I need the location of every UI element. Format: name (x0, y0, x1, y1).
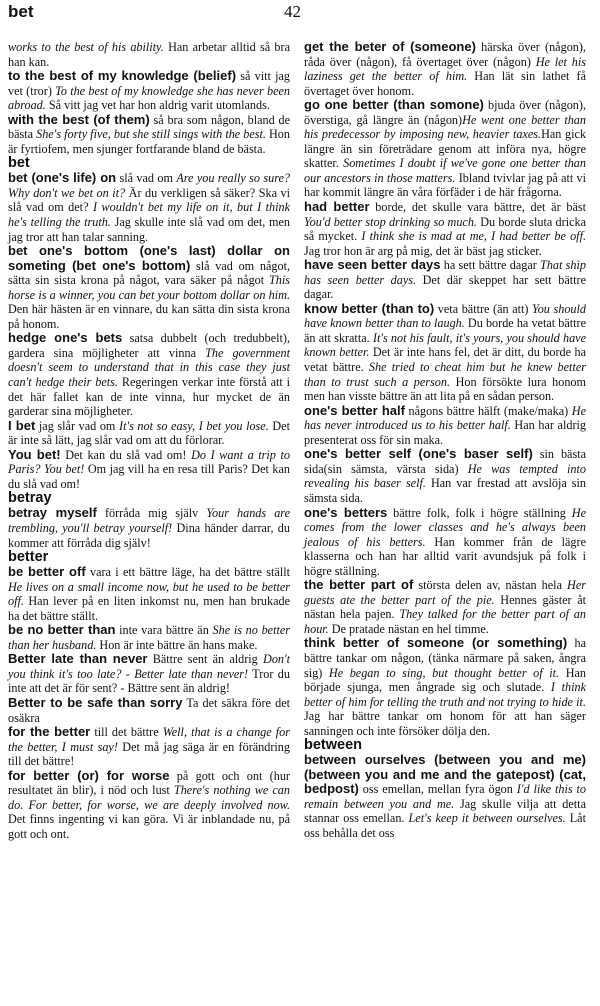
translation-gloss: ha sett bättre dagar (440, 258, 541, 273)
example-translation: Är du verkligen så säker? Ska vi slå vad om det? (8, 185, 290, 215)
translation-gloss: oss emellan, mellan fyra ögon (358, 782, 517, 797)
idiom: between ourselves (between you and me) (between you and me and the gatepost) (cat, bedpost) (304, 752, 586, 797)
translation-gloss: Det kan du slå vad om! (60, 447, 192, 462)
dictionary-entry (8, 623, 290, 652)
translation-gloss: inte vara bättre än (115, 623, 213, 638)
example-sentence: Your hands are trembling, you'll betray yourself! (8, 506, 290, 535)
dictionary-entry (304, 753, 586, 840)
example-translation: Hennes gäster åt nästan hela pajen. (304, 592, 586, 622)
dictionary-entry (304, 578, 586, 636)
translation-gloss: ha bättre tankar om någon, (tänka närmare på saken, ångra sig) (304, 636, 586, 680)
example-translation: Han lät sin lathet få övertaget över honom. (304, 69, 586, 98)
example-sentence: Are you really so sure? Why don't we bet on it? (8, 171, 291, 200)
example-sentence: He has never introduced us to his better half. (304, 403, 586, 433)
dictionary-entry (304, 40, 586, 98)
headword: between (304, 737, 363, 754)
idiom: betray myself (8, 505, 97, 521)
example-translation: Du borde ha vetat bättre än att skratta. (304, 316, 586, 345)
idiom: Better late than never (8, 651, 148, 667)
example-sentence: It's not so easy, I bet you lose. (119, 418, 269, 433)
example-translation: Så vitt jag vet har hon aldrig varit utomlands. (45, 98, 270, 113)
right-column (304, 40, 586, 841)
example-sentence: You should have known better than to laugh. (304, 301, 586, 331)
example-sentence: Sometimes I doubt if we've gone one better than our ancestors in those matters. (304, 156, 586, 185)
dictionary-entry (8, 331, 290, 418)
translation-gloss: bjuda över (någon), överstiga, gå längre än (någon) (304, 98, 586, 127)
example-translation: Tror du inte att det är för sent? - Bättre sent än aldrig! (8, 666, 290, 696)
example-sentence: Do I want a trip to Paris? You bet! (8, 447, 290, 477)
example-translation: Han lever på en liten inkomst nu, men han brukade ha det bättre ställt. (8, 594, 290, 623)
idiom: know better (than to) (304, 300, 435, 316)
example-sentence: Her guests ate the better part of the pie. (304, 578, 586, 607)
page-number: 42 (284, 2, 301, 21)
translation-gloss: sin bästa sida(sin sämsta, värsta sida) (304, 447, 586, 476)
idiom: go one better (than somone) (304, 97, 484, 113)
idiom: be better off (8, 564, 86, 580)
translation-gloss: vara i ett bättre läge, ha det bättre ställt (85, 565, 290, 580)
example-sentence: works to the best of his ability. (8, 40, 164, 54)
idiom: with the best (of them) (8, 111, 150, 127)
example-translation: Hon försökte lura honom men han visste bättre än att lita på en sådan person. (304, 374, 586, 404)
example-sentence: He lives on a small income now, but he used to be better off. (8, 579, 290, 609)
dictionary-entry (304, 404, 586, 448)
dictionary-entry (304, 200, 586, 258)
idiom: one's better half (304, 402, 405, 418)
example-translation: Han arbetar alltid så bra han kan. (8, 40, 290, 69)
translation-gloss: någons bättre hälft (make/maka) (404, 403, 572, 418)
idiom: had better (304, 199, 370, 215)
translation-gloss: så vitt jag vet (tror) (8, 69, 290, 98)
example-sentence: He let his laziness get the better of him. (304, 54, 586, 84)
idiom: to the best of my knowledge (belief) (8, 68, 237, 84)
headword: better (8, 549, 49, 566)
translation-gloss: satsa dubbelt (och tredubbelt), gardera sina möjligheter att vinna (8, 331, 291, 360)
example-translation: Hon är inte bättre än hans make. (96, 637, 258, 652)
translation-gloss: härska över (någon), råda över (någon), få övertaget över (någon) (304, 40, 586, 69)
example-sentence: He comes from the lower classes and he's always been jealous of his betters. (304, 505, 586, 549)
dictionary-entry (8, 696, 290, 725)
example-sentence: You'd better stop drinking so much. (304, 214, 477, 229)
example-sentence: He went one better than his predecessor by imposing new, heavier taxes. (304, 112, 586, 142)
example-translation: Låt oss behålla det oss (304, 811, 586, 840)
idiom: I bet (8, 417, 36, 433)
idiom: be no better than (8, 622, 116, 638)
example-sentence: This horse is a winner, you can bet your bottom dollar on him. (8, 273, 290, 302)
example-sentence: She tried to cheat him but he knew better than to trust such a person. (304, 360, 586, 389)
example-sentence: There's nothing we can do. For better, for worse, we are deeply involved now. (8, 783, 290, 812)
idiom: get the beter of (someone) (304, 39, 476, 54)
example-sentence: That ship has seen better days. (304, 258, 586, 287)
example-translation: Han gick längre än sin företrädare genom att införa nya, högre skatter. (304, 127, 586, 171)
translation-gloss: Bättre sent än aldrig (147, 652, 264, 667)
example-translation: Dina händer darrar, du kommer att förråda dig själv! (8, 520, 290, 550)
translation-gloss: veta bättre (än att) (434, 301, 533, 316)
example-translation: Jag skulle vilja att detta stannar oss emellan. (304, 796, 586, 826)
idiom: think better of someone (or something) (304, 635, 568, 651)
dictionary-entry (8, 113, 290, 157)
example-translation: Det där skeppet har sett bättre dagar. (304, 272, 586, 302)
example-translation: Ibland tvivlar jag på att vi har kommit längre än våra förfäder i de här frågorna. (304, 170, 586, 200)
dictionary-entry (8, 419, 290, 448)
guideword: bet (8, 2, 34, 21)
translation-gloss: jag slår vad om (35, 418, 120, 433)
dictionary-entry (8, 244, 290, 331)
idiom: the better part of (304, 577, 414, 593)
dictionary-entry (304, 258, 586, 302)
dictionary-entry (8, 69, 290, 113)
idiom: bet one's bottom (one's last) dollar on someting (bet one's bottom) (8, 243, 290, 273)
example-translation: Jag skulle inte slå vad om det, men jag tror att han talar sanning. (8, 215, 290, 244)
dictionary-entry (8, 565, 290, 623)
example-translation: Han var frestad att avslöja sin sämsta sida. (304, 476, 586, 505)
example-sentence: I wouldn't bet my life on it, but I think he's telling the truth. (8, 200, 290, 230)
idiom: bet (one's life) on (8, 170, 117, 186)
example-translation: Han började sjunga, men ångrade sig och slutade. (304, 665, 586, 695)
example-sentence: It's not his fault, it's yours, you should have known better. (304, 330, 587, 360)
idiom: You bet! (8, 446, 61, 462)
translation-gloss: på gott och ont (hur resultatet än blir), i nöd och lust (8, 768, 290, 798)
dictionary-entry (304, 98, 586, 200)
entry-continuation (8, 40, 290, 69)
idiom: one's better self (one's baser self) (304, 446, 533, 462)
example-translation: Det är inte så lätt, jag slår vad om att du förlorar. (8, 418, 290, 448)
idiom: for better (or) for worse (8, 767, 170, 783)
example-translation: Du borde sluta dricka så mycket. (304, 214, 586, 244)
example-sentence: I think she is mad at me, I had better be off. (361, 229, 586, 244)
dictionary-entry (304, 506, 586, 579)
example-sentence: To the best of my knowledge she has never been abroad. (8, 83, 290, 113)
dictionary-entry (304, 302, 586, 404)
page-header (0, 0, 600, 26)
dictionary-entry (8, 448, 290, 492)
example-sentence: The government doesn't seem to understand that in this case they just can't hedge their bets. (8, 345, 290, 390)
example-translation: Regeringen verkar inte förstå att i det här fallet kan de inte vinna, hur mycket de än garderar sina möjligheter. (8, 375, 290, 419)
translation-gloss: till det bättre (90, 725, 163, 740)
translation-gloss: borde, det skulle vara bättre, det är bäst (369, 200, 586, 215)
idiom: for the better (8, 724, 91, 740)
example-sentence: They talked for the better part of an hour. (304, 607, 586, 636)
example-translation: Hon är fyrtiofem, men sjunger fortfarande bland de bästa. (8, 127, 290, 156)
dictionary-entry (304, 447, 586, 505)
example-sentence: Don't you think it's too late? - Better late than never! (8, 652, 290, 681)
dictionary-entry (8, 652, 290, 696)
example-translation: Det må jag säga är en förändring till det bättre! (8, 739, 290, 769)
dictionary-entry (304, 636, 586, 738)
example-sentence: She is no better than her husband. (8, 623, 290, 652)
example-sentence: I think better of him for telling the truth and not trying to hide it. (304, 680, 586, 709)
example-sentence: Let's keep it between ourselves. (408, 811, 566, 826)
idiom: one's betters (304, 504, 388, 520)
example-translation: Det är inte hans fel, det är ditt, du borde ha vetat bättre. (304, 345, 586, 375)
translation-gloss: slå vad om (116, 171, 177, 186)
example-translation: Han kommer från de lägre klasserna och han har alltid varit avundsjuk på folk i högre ställning. (304, 534, 586, 578)
example-translation: De pratade nästan en hel timme. (328, 621, 489, 636)
example-translation: Det finns ingenting vi kan göra. Vi är inblandade nu, på gott och ont. (8, 812, 290, 841)
example-translation: Den här hästen är en vinnare, du kan sätta din sista krona på honom. (8, 302, 290, 331)
headword: betray (8, 490, 52, 507)
dictionary-entry (8, 171, 290, 244)
idiom: Better to be safe than sorry (8, 694, 183, 710)
translation-gloss: bättre folk, folk i högre ställning (387, 505, 572, 520)
example-sentence: Well, that is a change for the better, I must say! (8, 725, 290, 754)
translation-gloss: förråda mig själv (96, 506, 207, 521)
example-sentence: He began to sing, but thought better of it. (328, 665, 560, 680)
example-sentence: He was tempted into revealing his baser self. (304, 461, 587, 491)
example-translation: Om jag vill ha en resa till Paris? Det kan du slå vad om! (8, 462, 290, 491)
translation-gloss: så bra som någon, bland de bästa (8, 112, 290, 142)
example-sentence: She's forty five, but she still sings with the best. (36, 127, 266, 142)
dictionary-entry (8, 725, 290, 769)
left-column (8, 40, 290, 841)
idiom: hedge one's bets (8, 330, 123, 346)
example-translation: Han har aldrig presenterat oss för sin maka. (304, 418, 586, 447)
idiom: have seen better days (304, 257, 441, 273)
example-translation: Jag tror hon är arg på mig, det är bäst jag sticker. (304, 243, 542, 258)
example-sentence: I'd like this to remain between you and me. (304, 782, 586, 811)
headword: bet (8, 155, 30, 172)
translation-gloss: största delen av, nästan hela (413, 578, 568, 593)
dictionary-entry (8, 506, 290, 550)
translation-gloss: Ta det säkra före det osäkra (8, 695, 290, 725)
dictionary-entry (8, 769, 290, 842)
example-translation: Jag har bättre tankar om honom för att han säger sanningen och inte försöker dölja den. (304, 709, 586, 738)
translation-gloss: slå vad om något, sätta sin sista krona på något, vara säker på något (8, 258, 290, 288)
